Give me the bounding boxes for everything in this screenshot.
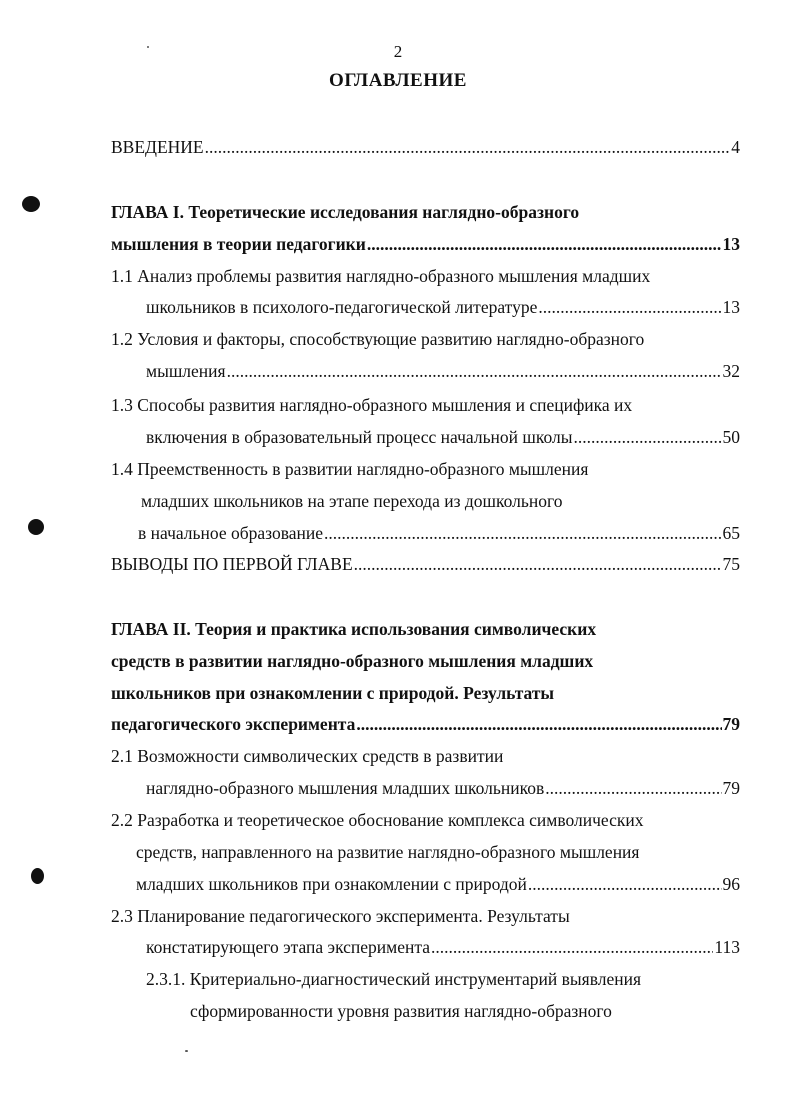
dot-leader: [324, 520, 721, 546]
toc-section-2-2-line2[interactable]: средств, направленного на развитие наглядно-образного мышления: [136, 842, 640, 862]
dot-leader: [538, 294, 721, 320]
toc-page-number: 113: [714, 937, 740, 957]
dot-leader: [354, 551, 722, 577]
toc-entry-text: мышления в теории педагогики: [111, 234, 366, 254]
toc-entry-text: включения в образовательный процесс начальной школы: [146, 427, 573, 447]
toc-section-2-2-line1[interactable]: 2.2 Разработка и теоретическое обоснование комплекса символических: [111, 810, 644, 830]
toc-section-1-2-line1[interactable]: 1.2 Условия и факторы, способствующие развитию наглядно-образного: [111, 329, 645, 349]
dot-leader: [367, 231, 722, 257]
dot-leader: [205, 134, 731, 160]
dot-leader: [545, 775, 721, 801]
toc-section-1-3-line1[interactable]: 1.3 Способы развития наглядно-образного мышления и специфика их: [111, 395, 633, 415]
toc-entry-text: констатирующего этапа эксперимента: [146, 937, 430, 957]
scan-blot: [22, 196, 40, 212]
toc-section-1-4-line1[interactable]: 1.4 Преемственность в развитии наглядно-образного мышления: [111, 459, 589, 479]
toc-section-2-1-line1[interactable]: 2.1 Возможности символических средств в развитии: [111, 746, 504, 766]
toc-entry-text: школьников в психолого-педагогической литературе: [146, 297, 538, 317]
toc-page-number: 96: [722, 874, 740, 894]
toc-chapter-1[interactable]: [111, 231, 740, 257]
toc-page-number: 13: [722, 234, 740, 254]
scan-blot: [31, 868, 44, 884]
dot-leader: [356, 711, 721, 737]
toc-page-number: 4: [731, 137, 740, 157]
scan-speck: [147, 46, 149, 48]
toc-page-number: 32: [722, 361, 740, 381]
toc-section-1-1[interactable]: [146, 294, 740, 320]
page-number: 2: [393, 42, 403, 61]
toc-page-number: 79: [722, 778, 740, 798]
toc-section-1-4[interactable]: [138, 520, 740, 546]
toc-chapter-1-line1[interactable]: ГЛАВА I. Теоретические исследования наглядно-образного: [111, 202, 580, 222]
toc-section-1-2[interactable]: [146, 358, 740, 384]
scan-speck: [185, 1050, 188, 1052]
page-title: ОГЛАВЛЕНИЕ: [329, 70, 467, 91]
toc-entry-text: наглядно-образного мышления младших школьников: [146, 778, 545, 798]
toc-chapter-2-line1[interactable]: ГЛАВА II. Теория и практика использования символических: [111, 619, 597, 639]
toc-entry-text: педагогического эксперимента: [111, 714, 356, 734]
toc-chapter-2[interactable]: [111, 711, 740, 737]
toc-entry-text: мышления: [146, 361, 226, 381]
toc-chapter-2-line3[interactable]: школьников при ознакомлении с природой. Результаты: [111, 683, 555, 703]
toc-section-2-3[interactable]: [146, 934, 740, 960]
toc-entry-text: ВЫВОДЫ ПО ПЕРВОЙ ГЛАВЕ: [111, 554, 353, 574]
toc-page-number: 50: [722, 427, 740, 447]
toc-entry-conclusions-1[interactable]: [111, 551, 740, 577]
toc-section-2-1[interactable]: [146, 775, 740, 801]
toc-entry-text: младших школьников при ознакомлении с природой: [136, 874, 527, 894]
toc-section-1-1-line1[interactable]: 1.1 Анализ проблемы развития наглядно-образного мышления младших: [111, 266, 651, 286]
toc-entry-intro[interactable]: [111, 134, 740, 160]
toc-section-2-2[interactable]: [136, 871, 740, 897]
dot-leader: [528, 871, 722, 897]
dot-leader: [227, 358, 722, 384]
toc-page-number: 75: [722, 554, 740, 574]
scan-blot: [28, 519, 44, 535]
toc-subsection-2-3-1-line1[interactable]: 2.3.1. Критериально-диагностический инструментарий выявления: [146, 969, 642, 989]
toc-section-1-3[interactable]: [146, 424, 740, 450]
toc-page-number: 79: [722, 714, 740, 734]
toc-section-1-4-line2[interactable]: младших школьников на этапе перехода из дошкольного: [141, 491, 563, 511]
toc-page-number: 13: [722, 297, 740, 317]
toc-chapter-2-line2[interactable]: средств в развитии наглядно-образного мышления младших: [111, 651, 594, 671]
toc-page-number: 65: [722, 523, 740, 543]
toc-entry-text: в начальное образование: [138, 523, 324, 543]
toc-subsection-2-3-1-line2[interactable]: сформированности уровня развития наглядно-образного: [190, 1001, 612, 1021]
toc-entry-text: ВВЕДЕНИЕ: [111, 137, 204, 157]
toc-section-2-3-line1[interactable]: 2.3 Планирование педагогического эксперимента. Результаты: [111, 906, 570, 926]
dot-leader: [574, 424, 722, 450]
dot-leader: [431, 934, 713, 960]
